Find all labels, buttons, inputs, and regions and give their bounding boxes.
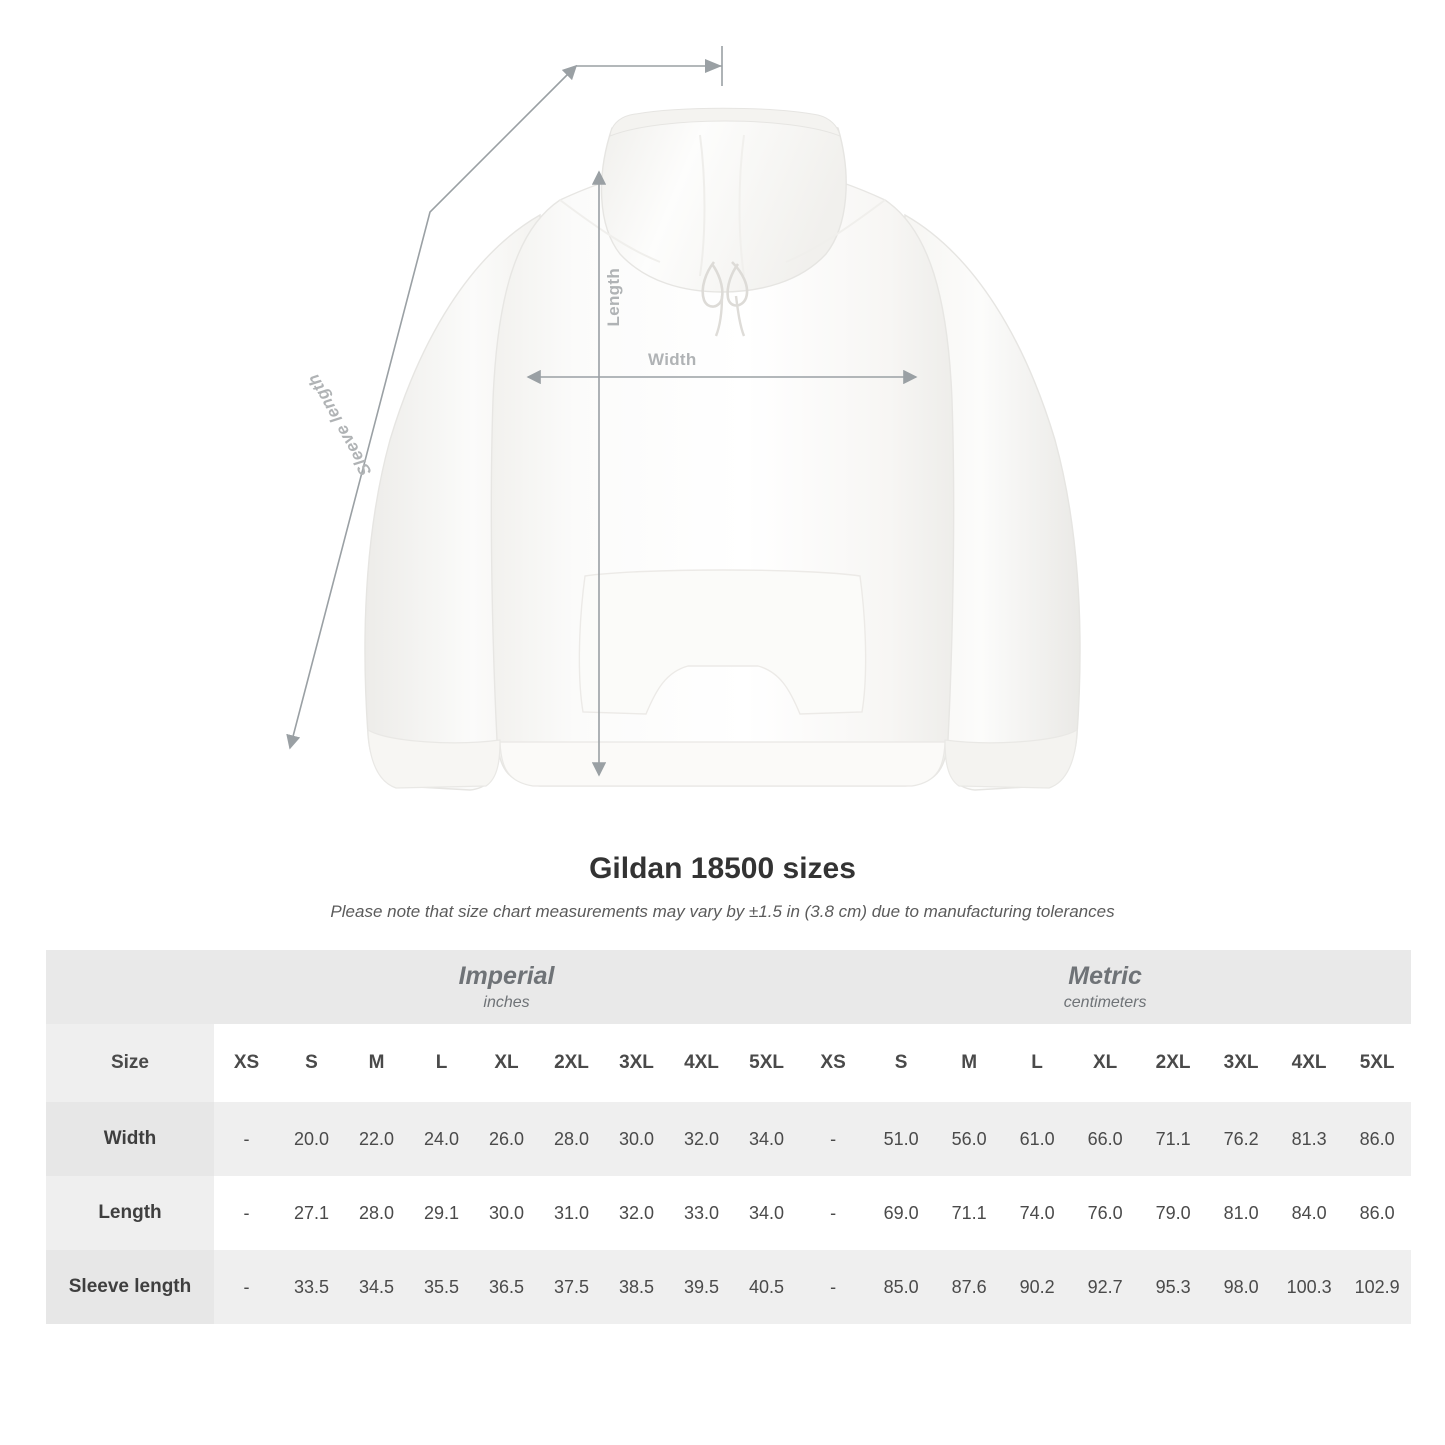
size-col-metric-3xl: 3XL bbox=[1207, 1024, 1275, 1102]
width-imperial-xs: - bbox=[214, 1102, 279, 1176]
sleeve-imperial-4xl: 39.5 bbox=[669, 1250, 734, 1324]
length-label: Length bbox=[604, 268, 623, 327]
sleeve-metric-l: 90.2 bbox=[1003, 1250, 1071, 1324]
sleeve-metric-5xl: 102.9 bbox=[1343, 1250, 1411, 1324]
size-header-row bbox=[46, 1024, 1411, 1102]
sleeve-metric-m: 87.6 bbox=[935, 1250, 1003, 1324]
sleeve-metric-xl: 92.7 bbox=[1071, 1250, 1139, 1324]
width-imperial-l: 24.0 bbox=[409, 1102, 474, 1176]
length-imperial-m: 28.0 bbox=[344, 1176, 409, 1250]
width-metric-l: 61.0 bbox=[1003, 1102, 1071, 1176]
metric-sub: centimeters bbox=[1063, 994, 1147, 1012]
size-header-label: Size bbox=[46, 1024, 214, 1102]
size-col-imperial-s: S bbox=[279, 1024, 344, 1102]
length-metric-xs: - bbox=[799, 1176, 867, 1250]
length-imperial-xl: 30.0 bbox=[474, 1176, 539, 1250]
row-label-length: Length bbox=[46, 1176, 214, 1250]
hoodie-artwork bbox=[365, 108, 1080, 790]
size-col-imperial-3xl: 3XL bbox=[604, 1024, 669, 1102]
size-col-imperial-2xl: 2XL bbox=[539, 1024, 604, 1102]
metric-banner bbox=[799, 950, 1411, 1024]
length-imperial-3xl: 32.0 bbox=[604, 1176, 669, 1250]
table-row bbox=[46, 1176, 1411, 1250]
width-metric-5xl: 86.0 bbox=[1343, 1102, 1411, 1176]
imperial-name: Imperial bbox=[458, 961, 555, 990]
width-metric-2xl: 71.1 bbox=[1139, 1102, 1207, 1176]
size-col-imperial-xl: XL bbox=[474, 1024, 539, 1102]
size-col-metric-l: L bbox=[1003, 1024, 1071, 1102]
row-label-sleeve-length: Sleeve length bbox=[46, 1250, 214, 1324]
table-row bbox=[46, 1102, 1411, 1176]
length-metric-4xl: 84.0 bbox=[1275, 1176, 1343, 1250]
width-imperial-4xl: 32.0 bbox=[669, 1102, 734, 1176]
size-col-metric-s: S bbox=[867, 1024, 935, 1102]
width-imperial-xl: 26.0 bbox=[474, 1102, 539, 1176]
size-col-imperial-l: L bbox=[409, 1024, 474, 1102]
length-imperial-l: 29.1 bbox=[409, 1176, 474, 1250]
size-col-imperial-5xl: 5XL bbox=[734, 1024, 799, 1102]
sleeve-imperial-xs: - bbox=[214, 1250, 279, 1324]
metric-name: Metric bbox=[1068, 961, 1142, 990]
tolerance-note: Please note that size chart measurements may vary by ±1.5 in (3.8 cm) due to manufacturing tolerances bbox=[330, 902, 1115, 921]
size-col-metric-m: M bbox=[935, 1024, 1003, 1102]
length-metric-3xl: 81.0 bbox=[1207, 1176, 1275, 1250]
length-imperial-s: 27.1 bbox=[279, 1176, 344, 1250]
imperial-sub: inches bbox=[483, 994, 530, 1012]
size-col-metric-xl: XL bbox=[1071, 1024, 1139, 1102]
chart-heading bbox=[0, 852, 1445, 922]
size-col-metric-4xl: 4XL bbox=[1275, 1024, 1343, 1102]
length-metric-2xl: 79.0 bbox=[1139, 1176, 1207, 1250]
width-metric-s: 51.0 bbox=[867, 1102, 935, 1176]
size-table-wrapper bbox=[46, 950, 1399, 1324]
page-title: Gildan 18500 sizes bbox=[589, 852, 856, 885]
sleeve-imperial-3xl: 38.5 bbox=[604, 1250, 669, 1324]
sleeve-metric-3xl: 98.0 bbox=[1207, 1250, 1275, 1324]
sleeve-imperial-5xl: 40.5 bbox=[734, 1250, 799, 1324]
width-imperial-3xl: 30.0 bbox=[604, 1102, 669, 1176]
length-imperial-2xl: 31.0 bbox=[539, 1176, 604, 1250]
sleeve-imperial-xl: 36.5 bbox=[474, 1250, 539, 1324]
table-row bbox=[46, 1250, 1411, 1324]
length-imperial-4xl: 33.0 bbox=[669, 1176, 734, 1250]
sleeve-imperial-l: 35.5 bbox=[409, 1250, 474, 1324]
row-label-width: Width bbox=[46, 1102, 214, 1176]
size-col-metric-2xl: 2XL bbox=[1139, 1024, 1207, 1102]
sleeve-length-label: Sleeve length bbox=[303, 370, 376, 480]
sleeve-metric-2xl: 95.3 bbox=[1139, 1250, 1207, 1324]
width-label: Width bbox=[648, 350, 697, 369]
size-col-imperial-xs: XS bbox=[214, 1024, 279, 1102]
width-metric-m: 56.0 bbox=[935, 1102, 1003, 1176]
width-imperial-s: 20.0 bbox=[279, 1102, 344, 1176]
size-col-imperial-m: M bbox=[344, 1024, 409, 1102]
width-metric-3xl: 76.2 bbox=[1207, 1102, 1275, 1176]
width-metric-xs: - bbox=[799, 1102, 867, 1176]
size-col-metric-5xl: 5XL bbox=[1343, 1024, 1411, 1102]
length-metric-l: 74.0 bbox=[1003, 1176, 1071, 1250]
sleeve-imperial-s: 33.5 bbox=[279, 1250, 344, 1324]
length-metric-xl: 76.0 bbox=[1071, 1176, 1139, 1250]
width-imperial-5xl: 34.0 bbox=[734, 1102, 799, 1176]
width-metric-xl: 66.0 bbox=[1071, 1102, 1139, 1176]
unit-corner-cell bbox=[46, 950, 214, 1024]
length-metric-5xl: 86.0 bbox=[1343, 1176, 1411, 1250]
size-col-metric-xs: XS bbox=[799, 1024, 867, 1102]
length-metric-s: 69.0 bbox=[867, 1176, 935, 1250]
width-metric-4xl: 81.3 bbox=[1275, 1102, 1343, 1176]
sleeve-metric-xs: - bbox=[799, 1250, 867, 1324]
imperial-banner bbox=[214, 950, 799, 1024]
length-metric-m: 71.1 bbox=[935, 1176, 1003, 1250]
length-imperial-5xl: 34.0 bbox=[734, 1176, 799, 1250]
sleeve-metric-4xl: 100.3 bbox=[1275, 1250, 1343, 1324]
width-imperial-m: 22.0 bbox=[344, 1102, 409, 1176]
length-imperial-xs: - bbox=[214, 1176, 279, 1250]
sleeve-imperial-2xl: 37.5 bbox=[539, 1250, 604, 1324]
width-imperial-2xl: 28.0 bbox=[539, 1102, 604, 1176]
size-chart-table bbox=[46, 950, 1411, 1324]
sleeve-imperial-m: 34.5 bbox=[344, 1250, 409, 1324]
unit-banner-row bbox=[46, 950, 1411, 1024]
sleeve-metric-s: 85.0 bbox=[867, 1250, 935, 1324]
size-col-imperial-4xl: 4XL bbox=[669, 1024, 734, 1102]
